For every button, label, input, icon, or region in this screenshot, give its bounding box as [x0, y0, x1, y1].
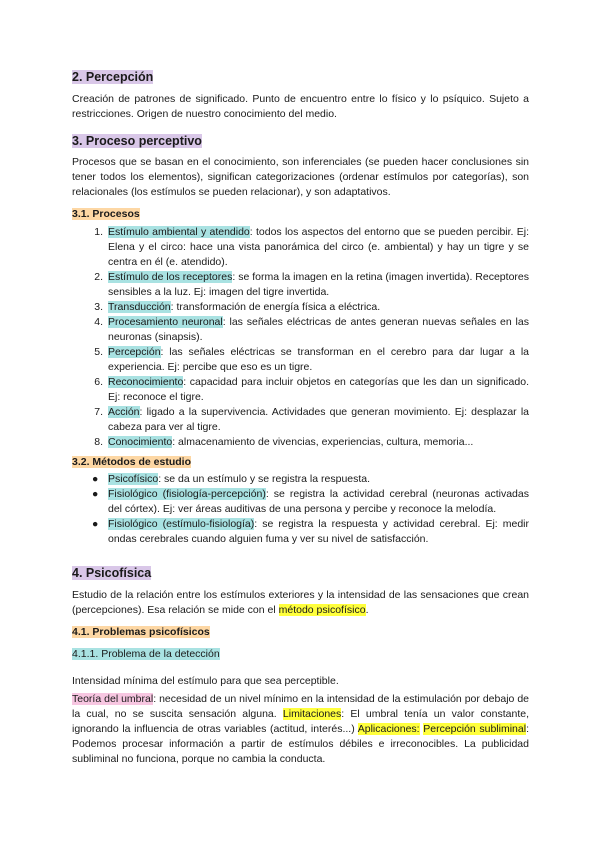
method-item: [72, 472, 529, 487]
section-paragraph: Estudio de la relación entre los estímulos exteriores y la intensidad de las sensaciones que crean (percepciones). Esa relación se mide con el método psicofísico.: [72, 589, 529, 616]
highlighted-term: Percepción subliminal: [423, 723, 527, 735]
section-4: [72, 564, 529, 618]
item-number: 6.: [94, 376, 103, 388]
item-text: : capacidad para incluir objetos en categorías que les dan un significado. Ej: reconoce el tigre.: [108, 376, 529, 403]
threshold-paragraph: Teoría del umbral: necesidad de un nivel mínimo en la intensidad de la estimulación por debajo de la cual, no se suscita sensación alguna. Limitaciones: El umbral tenía un valor constante, ignorando la influencia de otras variables (actitud, interés...) Aplicaciones: Percepción subliminal: Podemos procesar información a partir de estímulos débiles e irreconocibles. La publicidad subliminal no funciona, porque no cambia la conducta.: [72, 693, 530, 765]
section-2: [72, 68, 529, 122]
item-term: Psicofísico: [108, 473, 159, 485]
item-number: 1.: [94, 226, 103, 238]
item-term: Percepción: [108, 346, 161, 358]
item-term: Estímulo de los receptores: [108, 271, 233, 283]
item-number: 8.: [94, 436, 103, 448]
item-text: : las señales eléctricas de antes generan nuevas señales en las neuronas (sinapsis).: [108, 316, 529, 343]
bullet-icon: ●: [92, 473, 99, 485]
item-text: : se registra la respuesta y actividad cerebral. Ej: medir ondas cerebrales cuando alguien fuma y ver su nivel de satisfacción.: [108, 518, 529, 545]
section-paragraph: Procesos que se basan en el conocimiento, son inferenciales (se pueden hacer conclusiones sin tener todos los elementos), significan categorizaciones (ordenar estímulos por categorías), son relacionales (los estímulos se pueden relacionar), y son adaptativos.: [72, 156, 529, 198]
item-number: 7.: [94, 406, 103, 418]
process-item: [72, 375, 529, 405]
subsection-3-1: [72, 207, 529, 450]
item-number: 2.: [94, 271, 103, 283]
method-item: [72, 487, 529, 517]
subsection-heading: 4.1. Problemas psicofísicos: [72, 626, 210, 638]
subsection-4-1-1: [72, 647, 529, 767]
highlighted-term: método psicofísico: [278, 604, 366, 616]
bullet-icon: ●: [92, 518, 99, 530]
section-heading: 4. Psicofísica: [72, 566, 152, 580]
process-item: [72, 345, 529, 375]
item-text: : transformación de energía física a eléctrica.: [170, 301, 381, 313]
item-text: : todos los aspectos del entorno que se pueden percibir. Ej: Elena y el circo: hace una vista panorámica del circo (e. ambiental) y hay un tigre y se centra en él (e. atendido).: [108, 226, 529, 268]
process-item: [72, 225, 529, 270]
processes-list: [72, 225, 529, 450]
item-text: : se registra la actividad cerebral (neuronas activadas del córtex). Ej: ver áreas auditivas de una persona y percibe y reconoce la melodía.: [108, 488, 529, 515]
item-term: Estímulo ambiental y atendido: [108, 226, 250, 238]
highlighted-term: Teoría del umbral: [72, 693, 154, 705]
item-number: 4.: [94, 316, 103, 328]
item-term: Fisiológico (estímulo-fisiología): [108, 518, 255, 530]
method-item: [72, 517, 529, 547]
item-text: : se da un estímulo y se registra la respuesta.: [158, 473, 371, 485]
item-term: Acción: [108, 406, 140, 418]
item-text: : se forma la imagen en la retina (imagen invertida). Receptores sensibles a la luz. Ej: imagen del tigre invertida.: [108, 271, 529, 298]
methods-list: [72, 472, 529, 547]
section-paragraph: Creación de patrones de significado. Punto de encuentro entre lo físico y lo psíquico. Sujeto a restricciones. Origen de nuestro conocimiento del medio.: [72, 93, 529, 120]
process-item: [72, 405, 529, 435]
subsubsection-heading: 4.1.1. Problema de la detección: [72, 648, 220, 660]
item-text: : las señales eléctricas se transforman en el cerebro para dar lugar a la experiencia. Ej: percibe que eso es un tigre.: [108, 346, 529, 373]
item-text: : almacenamiento de vivencias, experiencias, cultura, memoria...: [172, 436, 474, 448]
process-item: [72, 300, 529, 315]
process-item: [72, 270, 529, 300]
item-term: Reconocimiento: [108, 376, 184, 388]
subsection-4-1: [72, 625, 529, 640]
highlighted-term: Limitaciones: [282, 708, 342, 720]
section-heading: 3. Proceso perceptivo: [72, 134, 202, 148]
subsection-heading: 3.1. Procesos: [72, 208, 140, 220]
item-number: 5.: [94, 346, 103, 358]
item-number: 3.: [94, 301, 103, 313]
section-3: [72, 132, 529, 200]
item-term: Transducción: [108, 301, 171, 313]
bullet-icon: ●: [92, 488, 99, 500]
subsection-heading: 3.2. Métodos de estudio: [72, 456, 192, 468]
item-text: : ligado a la supervivencia. Actividades que generan movimiento. Ej: desplazar la cabeza para ver al tigre.: [108, 406, 529, 433]
process-item: [72, 435, 529, 450]
process-item: [72, 315, 529, 345]
item-term: Conocimiento: [108, 436, 173, 448]
highlighted-term: Aplicaciones:: [357, 723, 420, 735]
item-term: Procesamiento neuronal: [108, 316, 223, 328]
subsection-3-2: [72, 455, 529, 547]
section-heading: 2. Percepción: [72, 70, 154, 84]
section-paragraph: Intensidad mínima del estímulo para que sea perceptible.: [72, 675, 339, 687]
item-term: Fisiológico (fisiología-percepción): [108, 488, 266, 500]
